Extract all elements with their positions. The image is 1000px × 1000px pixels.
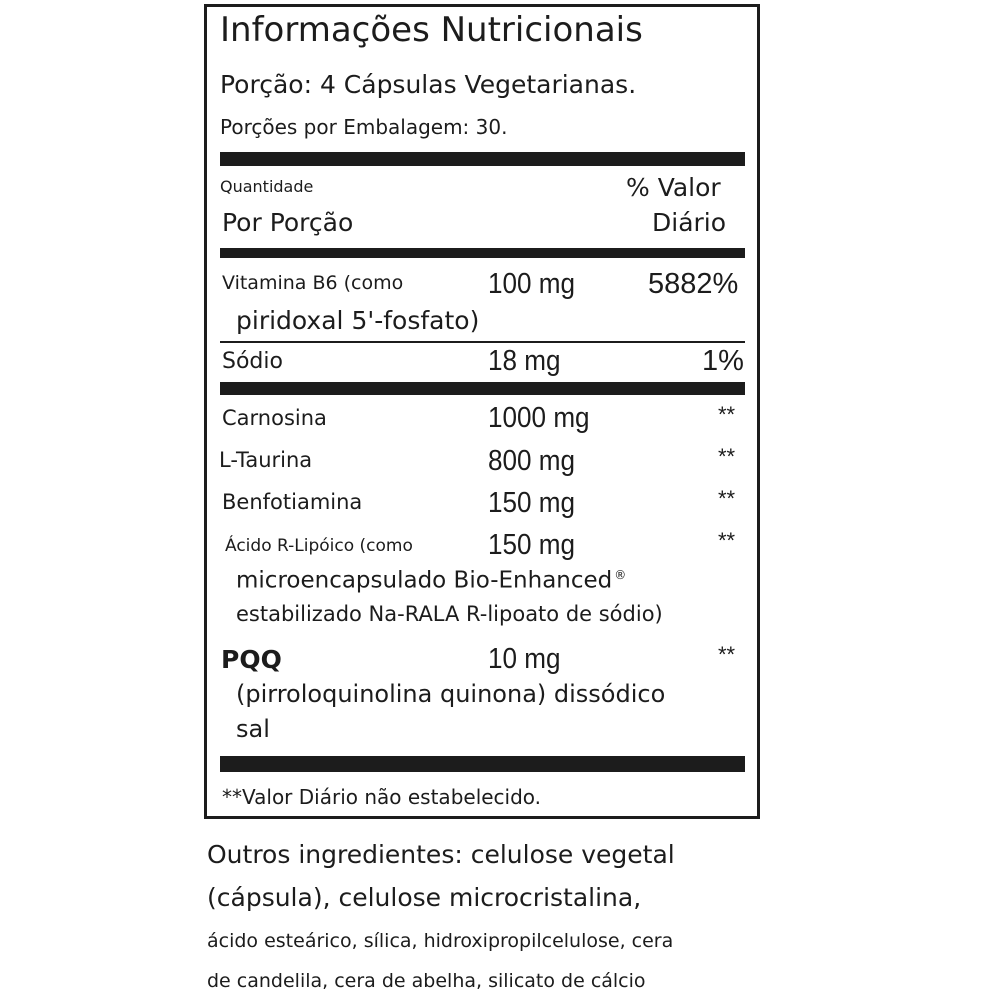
servings-per-container: Porções por Embalagem: 30.: [220, 115, 508, 139]
nutrient-amount: 18 mg: [488, 345, 561, 377]
row-divider: [220, 341, 745, 343]
nutrient-daily-value: 1%: [702, 345, 744, 377]
ingredient-amount: 10 mg: [488, 643, 561, 675]
medium-divider: [220, 248, 745, 258]
ingredient-amount: 150 mg: [488, 487, 576, 519]
ingredient-name: Benfotiamina: [222, 490, 363, 514]
ingredient-name-continued: microencapsulado Bio-Enhanced ®: [236, 567, 627, 594]
registered-mark: ®: [614, 568, 627, 582]
nutrient-name-continued: piridoxal 5'-fosfato): [236, 306, 480, 335]
other-ingredients-line-2: (cápsula), celulose microcristalina,: [207, 883, 642, 912]
nutrient-daily-value: 5882%: [648, 268, 739, 300]
ingredient-name-continued-2: sal: [236, 715, 270, 743]
ingredient-name: Carnosina: [222, 406, 327, 430]
ingredient-daily-value: **: [718, 486, 736, 511]
nutrient-name: Vitamina B6 (como: [222, 272, 404, 294]
footnote: **Valor Diário não estabelecido.: [222, 785, 542, 809]
nutrient-amount: 100 mg: [488, 268, 576, 300]
other-ingredients-line-4: de candelila, cera de abelha, silicato de cálcio: [207, 970, 646, 992]
ingredient-daily-value: **: [718, 642, 736, 667]
thick-divider: [220, 756, 745, 772]
dv-header-line2: Diário: [652, 208, 727, 237]
nutrient-name: Sódio: [222, 349, 283, 374]
ingredient-daily-value: **: [718, 444, 736, 469]
other-ingredients-line-1: Outros ingredientes: celulose vegetal: [207, 840, 675, 869]
ingredient-name-continued: (pirroloquinolina quinona) dissódico: [236, 680, 666, 708]
serving-size: Porção: 4 Cápsulas Vegetarianas.: [220, 70, 637, 99]
thick-divider: [220, 152, 745, 166]
amount-header-large: Por Porção: [222, 208, 354, 237]
dv-header-line1: % Valor: [626, 173, 721, 202]
ingredient-name: PQQ: [221, 645, 282, 674]
other-ingredients-line-3: ácido esteárico, sílica, hidroxipropilcelulose, cera: [207, 930, 674, 952]
thick-divider: [220, 382, 745, 395]
ingredient-name: L-Taurina: [219, 448, 313, 472]
ingredient-name: Ácido R-Lipóico (como: [225, 536, 413, 556]
amount-header-small: Quantidade: [220, 177, 314, 196]
ingredient-daily-value: **: [718, 402, 736, 427]
ingredient-daily-value: **: [718, 528, 736, 553]
ingredient-amount: 1000 mg: [488, 402, 590, 434]
label-title: Informações Nutricionais: [220, 10, 643, 50]
ingredient-name-continued-2: estabilizado Na-RALA R-lipoato de sódio): [236, 602, 663, 626]
ingredient-amount: 800 mg: [488, 445, 576, 477]
ingredient-amount: 150 mg: [488, 529, 576, 561]
